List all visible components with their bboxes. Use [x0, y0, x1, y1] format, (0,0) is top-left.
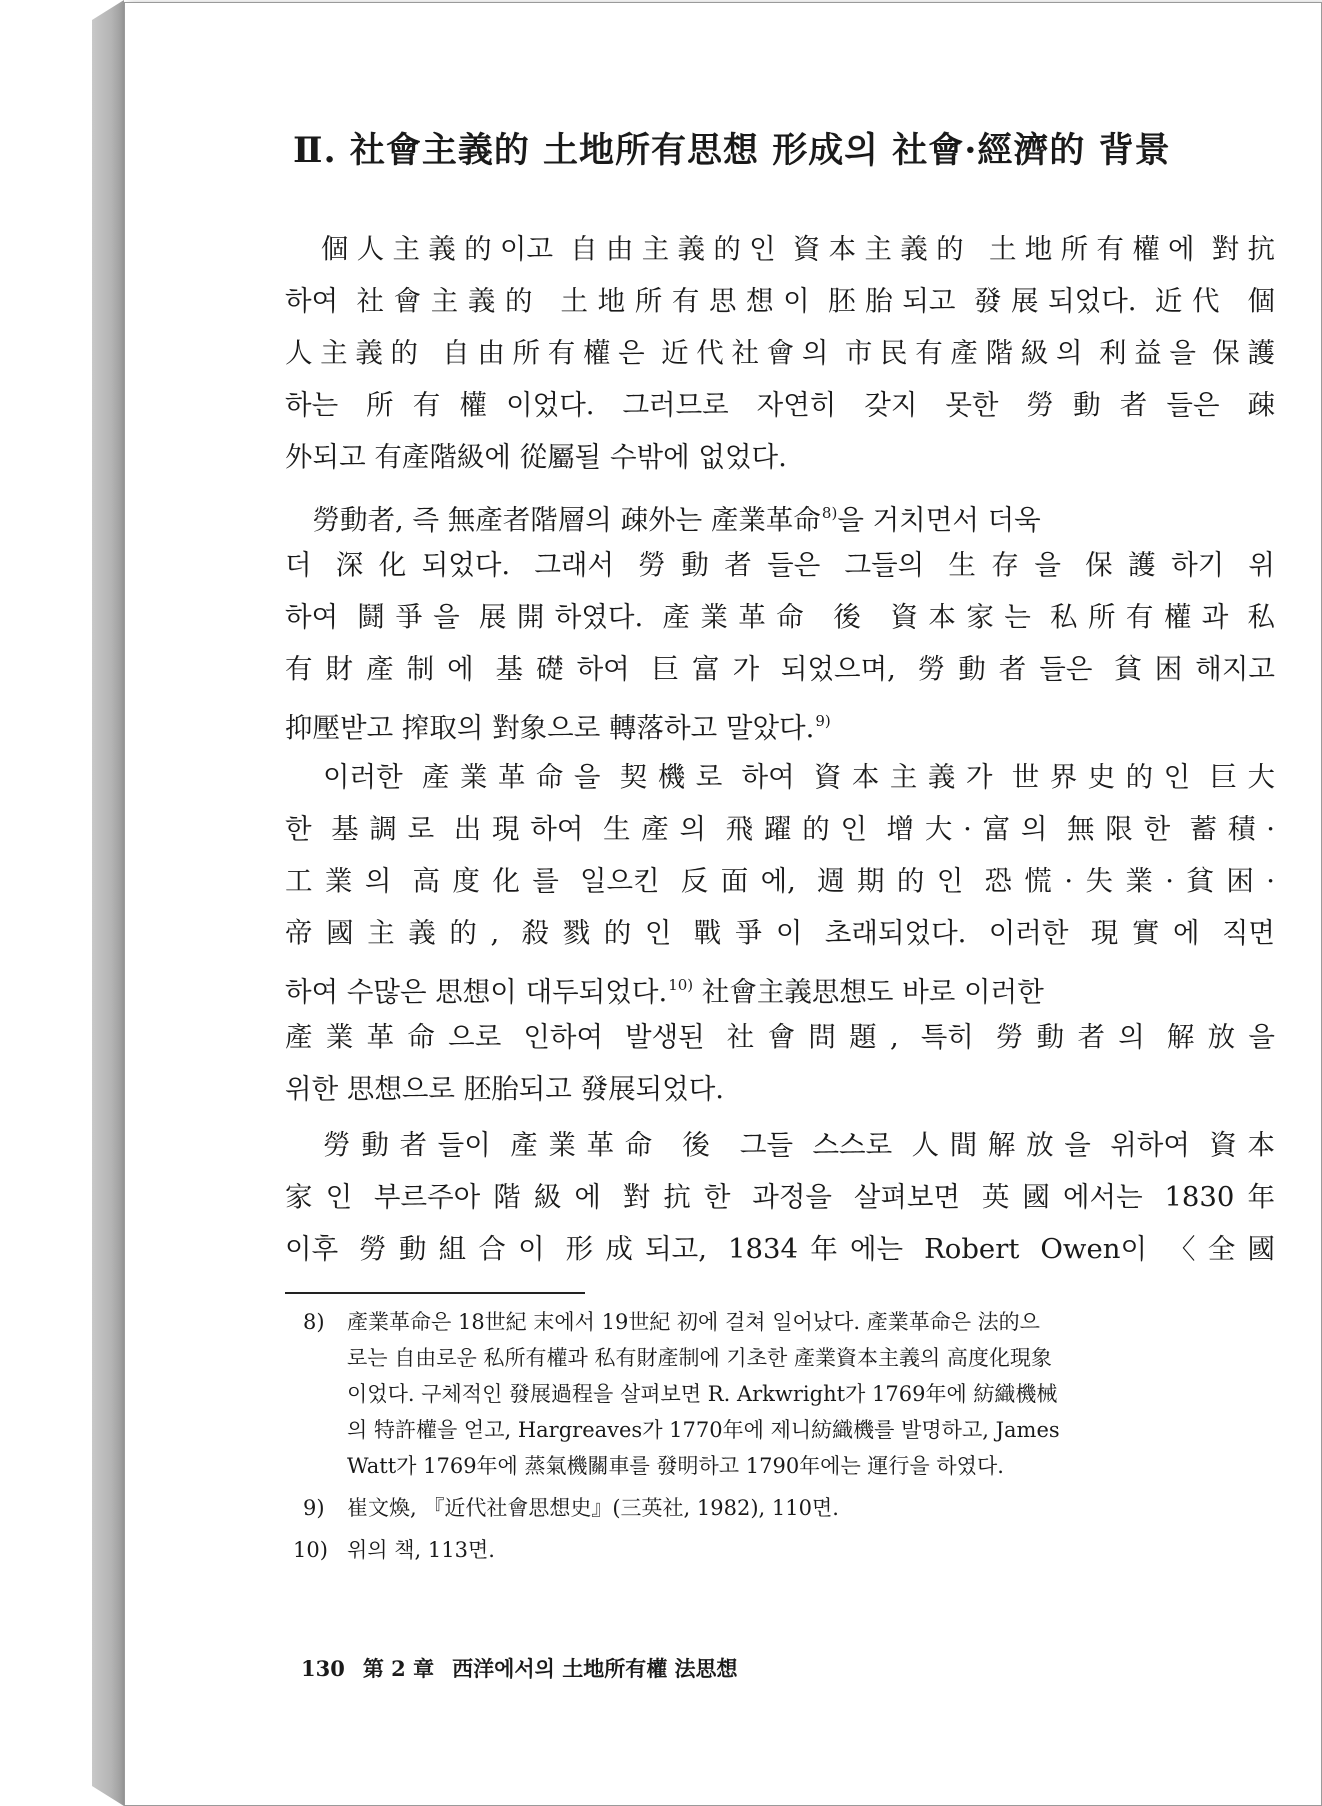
- body-text: 勞動者, 즉 無產者階層의 疎外는 產業革命: [285, 504, 821, 536]
- body-line: 有財產制에 基礎하여 巨富가 되었으며, 勞動者들은 貧困해지고: [285, 653, 1275, 685]
- body-line: 外되고 有產階級에 從屬될 수밖에 없었다.: [285, 441, 787, 473]
- body-line: 한 基調로 出現하여 生產의 飛躍的인 增大·富의 無限한 蓄積·: [285, 813, 1275, 845]
- body-line: 個人主義的이고 自由主義的인 資本主義的 土地所有權에 對抗: [285, 233, 1275, 265]
- body-line: 產業革命으로 인하여 발생된 社會問題, 특히 勞動者의 解放을: [285, 1021, 1275, 1053]
- footnote-line: 產業革命은 18世紀 末에서 19世紀 初에 걸쳐 일어났다. 產業革命은 法的으: [347, 1310, 1040, 1334]
- footnote-ref: 8): [821, 504, 838, 522]
- footnote-line: 이었다. 구체적인 發展過程을 살펴보면 R. Arkwright가 1769年에 紡織機械: [347, 1382, 1058, 1406]
- body-line: 더 深化되었다. 그래서 勞動者들은 그들의 生存을 保護하기 위: [285, 549, 1275, 581]
- body-text: 을 거치면서 더욱: [837, 504, 1041, 536]
- chapter-number: 第 2 章: [362, 1656, 435, 1681]
- footnote-line: 로는 自由로운 私所有權과 私有財產制에 기초한 產業資本主義의 高度化現象: [347, 1346, 1052, 1370]
- body-line: 하는 所有權이었다. 그러므로 자연히 갖지 못한 勞動者들은 疎: [285, 389, 1275, 421]
- footnote-ref: 9): [815, 712, 831, 730]
- body-line: [285, 489, 1275, 544]
- footnote-divider: [285, 1292, 585, 1294]
- body-line: 이후 勞動組合이 形成되고, 1834年에는 Robert Owen이 〈全國: [285, 1233, 1275, 1265]
- footnote-number: 10): [293, 1538, 328, 1562]
- body-line: 하여 鬪爭을 展開하였다. 產業革命 後 資本家는 私所有權과 私: [285, 601, 1275, 633]
- footnote-line: 의 特許權을 얻고, Hargreaves가 1770年에 제니紡織機를 발명하고, James: [347, 1418, 1060, 1442]
- body-line: 위한 思想으로 胚胎되고 發展되었다.: [285, 1073, 725, 1105]
- body-text: 社會主義思想도 바로 이러한: [693, 976, 1044, 1008]
- body-line: [285, 697, 1275, 752]
- body-line: 帝國主義的, 殺戮的인 戰爭이 초래되었다. 이러한 現實에 직면: [285, 917, 1275, 949]
- footnote-number: 8): [303, 1310, 325, 1334]
- body-line: [285, 961, 1275, 1016]
- footnote-line: 위의 책, 113면.: [347, 1538, 495, 1562]
- body-text: 하여 수많은 思想이 대두되었다.: [285, 976, 668, 1008]
- book-page: [124, 2, 1322, 1806]
- page-footer: [301, 1653, 756, 1683]
- section-title: Ⅱ. 社會主義的 土地所有思想 形成의 社會·經濟的 背景: [293, 130, 1171, 171]
- body-text: 抑壓받고 搾取의 對象으로 轉落하고 말았다.: [285, 712, 815, 744]
- body-line: 人主義的 自由所有權은 近代社會의 市民有產階級의 利益을 保護: [285, 337, 1275, 369]
- body-line: 이러한 產業革命을 契機로 하여 資本主義가 世界史的인 巨大: [285, 761, 1275, 793]
- chapter-title: 西洋에서의 土地所有權 法思想: [452, 1656, 738, 1681]
- footnote-line: Watt가 1769年에 蒸氣機關車를 發明하고 1790年에는 運行을 하였다.: [347, 1454, 1004, 1478]
- footnote-line: 崔文煥, 『近代社會思想史』(三英社, 1982), 110면.: [347, 1496, 839, 1520]
- body-line: 하여 社會主義的 土地所有思想이 胚胎되고 發展되었다. 近代 個: [285, 285, 1275, 317]
- footnote-number: 9): [303, 1496, 325, 1520]
- body-line: 家인 부르주아階級에 對抗한 과정을 살펴보면 英國에서는 1830年: [285, 1181, 1275, 1213]
- body-line: 工業의 高度化를 일으킨 反面에, 週期的인 恐慌·失業·貧困·: [285, 865, 1275, 897]
- book-spine-edge: [92, 0, 124, 1806]
- footnote-ref: 10): [668, 976, 694, 994]
- page-number: 130: [301, 1656, 345, 1681]
- body-line: 勞動者들이 產業革命 後 그들 스스로 人間解放을 위하여 資本: [285, 1129, 1275, 1161]
